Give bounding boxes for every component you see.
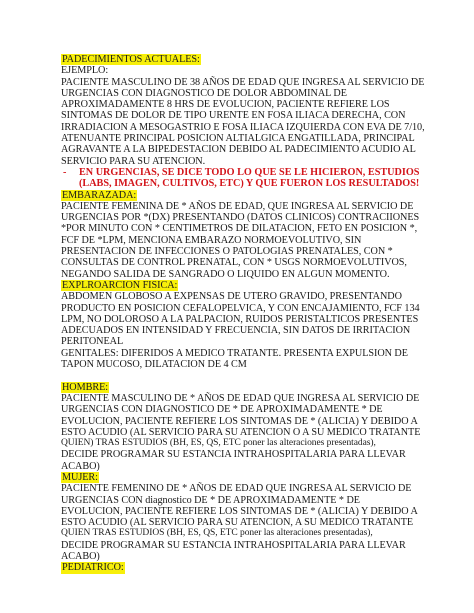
embarazada-line: NEGANDO SALIDA DE SANGRADO O LIQUIDO EN ALGUN MOMENTO. — [61, 268, 390, 280]
actual-line: APROXIMADAMENTE 8 HRS DE EVOLUCION, PACIENTE REFIERE LOS — [61, 99, 390, 111]
embarazada-line: FCF DE *LPM, MENCIONA EMBARAZO NORMOEVOLUTIVO, SIN — [61, 234, 362, 246]
section-embarazada — [61, 190, 434, 201]
genitales-line: GENITALES: DIFERIDOS A MEDICO TRATANTE. PRESENTA EXPULSION DE — [61, 347, 408, 359]
actual-line: AGRAVANTE A LA BIPEDESTACION DEBIDO AL PADECIMIENTO ACUDIO AL — [61, 144, 416, 156]
actual-line: PACIENTE MASCULINO DE 38 AÑOS DE EDAD QUE INGRESA AL SERVICIO DE — [61, 76, 425, 88]
example-label: EJEMPLO: — [61, 65, 109, 77]
exploracion-line: ADECUADOS EN INTENSIDAD Y FRECUENCIA, SIN DATOS DE IRRITACION — [61, 325, 411, 337]
exploracion-line: PRODUCTO EN POSICION CEFALOPELVICA, Y CON ENCAJAMIENTO, FCF 134 — [61, 302, 420, 314]
embarazada-line: PRESENTACION DE INFECCIONES O PATOLOGIAS PRENATALES, CON * — [61, 246, 393, 258]
mujer-line: DECIDE PROGRAMAR SU ESTANCIA INTRAHOSPITALARIA PARA LLEVAR — [61, 539, 406, 551]
mujer-line: PACIENTE FEMENINO DE * AÑOS DE EDAD QUE INGRESA AL SERVICIO DE — [61, 483, 412, 495]
embarazada-line: URGENCIAS POR *(DX) PRESENTANDO (DATOS CLINICOS) CONTRACIIONES — [61, 212, 420, 224]
embarazada-line: CONSULTAS DE CONTROL PRENATAL, CON * USGS NORMOEVOLUTIVOS, — [61, 257, 407, 269]
mujer-line: ACABO) — [61, 551, 100, 563]
exploracion-line: ABDOMEN GLOBOSO A EXPENSAS DE UTERO GRAVIDO, PRESENTANDO — [61, 291, 402, 303]
embarazada-line: *POR MINUTO CON * CENTIMETROS DE DILATACION, FETO EN POSICION *, — [61, 223, 418, 235]
urgencias-note — [61, 167, 434, 178]
actual-line: ATENUANTE PRINCIPAL POSICION ALTIALGICA ENGATILLADA, PRINCIPAL — [61, 133, 415, 145]
exploracion-line: PERITONEAL — [61, 336, 124, 348]
mujer-line: EVOLUCION, PACIENTE REFIERE LOS SINTOMAS DE * (ALICIA) Y DEBIDO A — [61, 505, 418, 517]
hombre-line: QUIEN) TRAS ESTUDIOS (BH, ES, QS, ETC poner las alteraciones presentadas), — [61, 438, 376, 449]
heading-hombre: HOMBRE: — [62, 381, 109, 393]
embarazada-line: PACIENTE FEMENINA DE * AÑOS DE EDAD, QUE INGRESA AL SERVICIO DE — [61, 200, 414, 212]
section-hombre — [61, 382, 434, 393]
heading-padecimientos-actuales: PADECIMIENTOS ACTUALES: — [62, 54, 200, 65]
hombre-line: PACIENTE MASCULINO DE * AÑOS DE EDAD QUE INGRESA AL SERVICIO DE — [61, 392, 420, 404]
spacer — [61, 370, 434, 381]
actual-line: IRRADIACION A MESOGASTRIO E FOSA ILIACA IZQUIERDA CON EVA DE 7/10, — [61, 121, 425, 133]
section-actual — [61, 54, 434, 65]
heading-pediatrico: PEDIATRICO: — [62, 562, 124, 574]
section-mujer — [61, 472, 434, 483]
heading-exploracion-fisica: EXPLROARCION FISICA: — [62, 279, 178, 291]
genitales-line: TAPON MUCOSO, DILATACION DE 4 CM — [61, 359, 247, 371]
note-bullet: - — [63, 166, 67, 178]
hombre-line: EVOLUCION, PACIENTE REFIERE LOS SINTOMAS DE * (ALICIA) Y DEBIDO A — [61, 415, 418, 427]
note-line: (LABS, IMAGEN, CULTIVOS, ETC) Y QUE FUERON LOS RESULTADOS! — [79, 178, 420, 190]
actual-line: URGENCIAS CON DIAGNOSTICO DE DOLOR ABDOMINAL DE — [61, 87, 347, 99]
urgencias-note-continued — [61, 178, 434, 189]
section-exploracion — [61, 280, 434, 291]
heading-mujer: MUJER: — [62, 471, 98, 483]
exploracion-line: LPM, NO DOLOROSO A LA PALPACION, RUIDOS PERISTALTICOS PRESENTES — [61, 313, 419, 325]
hombre-line: DECIDE PROGRAMAR SU ESTANCIA INTRAHOSPITALARIA PARA LLEVAR — [61, 449, 406, 461]
hombre-line: ACABO) — [61, 460, 100, 472]
actual-line: SINTOMAS DE DOLOR DE TIPO URENTE EN FOSA ILIACA DERECHA, CON — [61, 110, 406, 122]
mujer-line: QUIEN TRAS ESTUDIOS (BH, ES, QS, ETC poner las alteraciones presentadas), — [61, 528, 373, 539]
mujer-line: URGENCIAS CON diagnostico DE * DE APROXIMADAMENTE * DE — [61, 494, 360, 506]
mujer-line: ESTO ACUDIO (AL SERVICIO PARA SU ATENCION, A SU MEDICO TRATANTE — [61, 517, 414, 529]
hombre-line: ESTO ACUDIO (AL SERVICIO PARA SU ATENCION O A SU MEDICO TRATANTE — [61, 426, 421, 438]
note-line: EN URGENCIAS, SE DICE TODO LO QUE SE LE HICIERON, ESTUDIOS — [79, 166, 420, 178]
heading-embarazada: EMBARAZADA: — [62, 189, 137, 201]
hombre-line: URGENCIAS CON DIAGNOSTICO DE * DE APROXIMADAMENTE * DE — [61, 404, 383, 416]
section-pediatrico — [61, 562, 434, 573]
actual-line: SERVICIO PARA SU ATENCION. — [61, 155, 206, 167]
